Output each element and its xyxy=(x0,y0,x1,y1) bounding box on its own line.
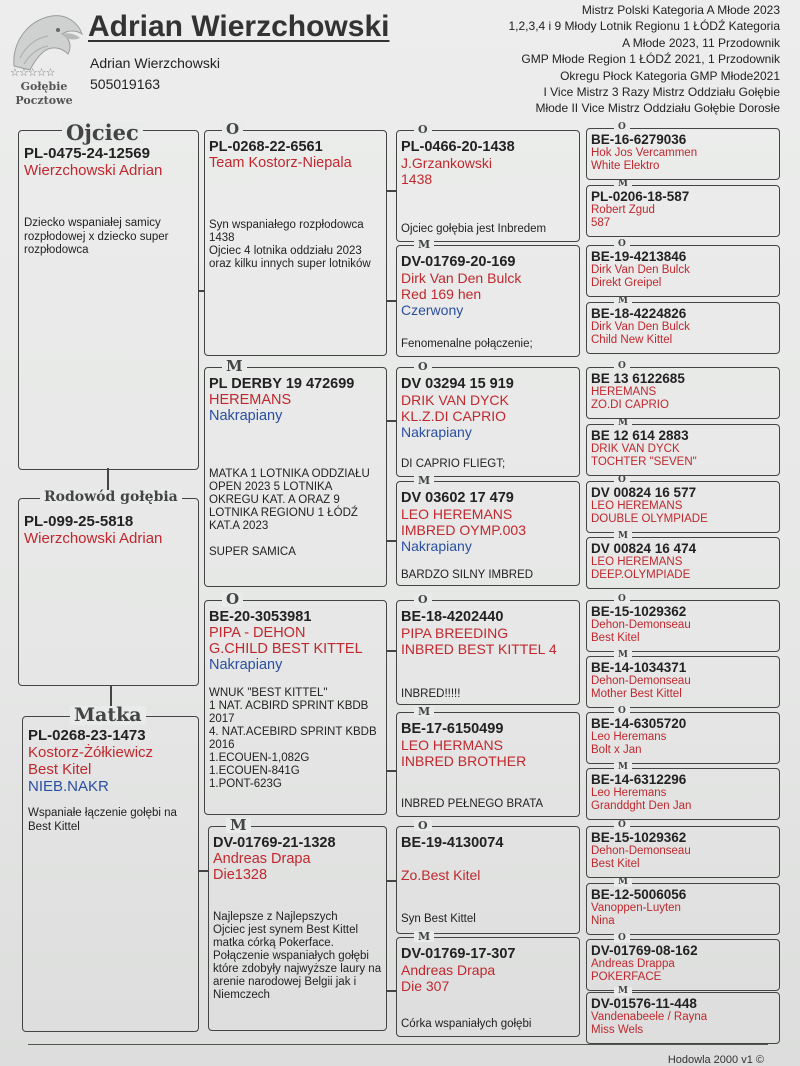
card-content xyxy=(205,376,387,424)
card-content xyxy=(397,139,580,187)
card-content xyxy=(397,946,580,994)
achievement-line: A Młode 2023, 11 Przodownik xyxy=(622,35,780,50)
gen3-name: KL.Z.DI CAPRIO xyxy=(401,408,507,424)
gen4-card[interactable] xyxy=(586,424,780,476)
connector-line xyxy=(387,300,396,302)
gen3-label: M xyxy=(414,239,434,250)
gen2-owner: HEREMANS xyxy=(209,392,292,408)
gen4-card[interactable] xyxy=(586,302,780,354)
gen3-note: INBRED PEŁNEGO BRATA xyxy=(401,798,544,810)
gen3-note: Syn Best Kittel xyxy=(401,913,476,925)
card-content xyxy=(587,428,780,468)
gen4-name: POKERFACE xyxy=(591,970,662,983)
gen2-card[interactable] xyxy=(204,600,387,815)
spacer xyxy=(401,851,577,867)
gen4-ring: DV 00824 16 577 xyxy=(591,485,697,500)
connector-line xyxy=(387,540,396,542)
connector-line xyxy=(387,190,396,192)
logo-text xyxy=(2,80,86,108)
gen4-owner: Dirk Van Den Bulck xyxy=(591,321,690,333)
gen4-label: O xyxy=(614,240,630,249)
gen4-card[interactable] xyxy=(586,185,780,237)
card-content xyxy=(397,835,580,883)
gen2-note: MATKA 1 LOTNIKA ODDZIAŁU OPEN 2023 5 LOTNIKA OKREGU KAT. A ORAZ 9 LOTNIKA REGIONU 1 ŁÓDŹ KAT.A 2023 SUPER SAMICA xyxy=(209,468,370,558)
gen2-label: M xyxy=(222,359,247,374)
gen2-label: O xyxy=(222,592,243,607)
card-content xyxy=(587,371,780,411)
gen2-note: Najlepsze z Najlepszych Ojciec jest synem Best Kittel matka córką Pokerface. Połączenie wspaniałych gołębi które zdobyły najwyższe laury na arenie narodowej Belgii jak i Niemczech xyxy=(213,911,382,1001)
gen2-card[interactable] xyxy=(208,826,387,1031)
gen4-ring: BE-15-1029362 xyxy=(591,604,687,619)
gen2-color: Nakrapiany xyxy=(209,408,283,424)
gen4-card[interactable] xyxy=(586,656,780,708)
gen4-name: Best Kitel xyxy=(591,857,640,870)
gen3-owner: J.Grzankowski xyxy=(401,155,493,171)
gen4-owner: Vandenabeele / Rayna xyxy=(591,1011,708,1023)
card-content xyxy=(587,772,780,812)
gen4-name: Miss Wels xyxy=(591,1023,644,1036)
connector-line xyxy=(107,468,109,490)
gen4-card[interactable] xyxy=(586,245,780,297)
achievement-line: Okregu Płock Kategoria GMP Młode2021 xyxy=(560,68,780,83)
gen4-name: Granddght Den Jan xyxy=(591,799,692,812)
gen4-label: O xyxy=(614,934,630,943)
gen4-label: M xyxy=(614,297,632,306)
father-owner: Wierzchowski Adrian xyxy=(24,162,163,179)
gen3-owner: LEO HEREMANS xyxy=(401,506,513,522)
gen4-ring: BE-15-1029362 xyxy=(591,830,687,845)
father-note: Dziecko wspaniałej samicy rozpłodowej x dziecko super rozpłodowca xyxy=(24,217,169,256)
card-content xyxy=(587,830,780,870)
gen4-ring: DV-01769-08-162 xyxy=(591,943,698,958)
gen2-name: Die1328 xyxy=(213,867,268,883)
gen4-owner: DRIK VAN DYCK xyxy=(591,443,680,455)
gen3-label: M xyxy=(414,931,434,942)
connector-line xyxy=(387,880,396,882)
gen3-note: Ojciec gołębia jest Inbredem xyxy=(401,223,547,235)
gen2-card[interactable] xyxy=(204,367,387,587)
footer-divider xyxy=(28,1044,768,1045)
gen3-label: O xyxy=(414,820,432,831)
gen2-owner: Team Kostorz-Niepala xyxy=(209,155,352,171)
mother-card[interactable] xyxy=(22,716,199,1032)
gen4-label: O xyxy=(614,821,630,830)
gen4-label: O xyxy=(614,476,630,485)
gen4-card[interactable] xyxy=(586,712,780,764)
gen4-label: O xyxy=(614,123,630,132)
gen3-card[interactable] xyxy=(396,712,580,817)
gen3-note: BARDZO SILNY IMBRED xyxy=(401,569,534,581)
gen4-owner: Leo Heremans xyxy=(591,787,667,799)
gen4-label: O xyxy=(614,362,630,371)
gen3-owner: Dirk Van Den Bulck xyxy=(401,270,522,286)
gen3-label: M xyxy=(414,706,434,717)
connector-line xyxy=(387,420,396,422)
gen4-owner: LEO HEREMANS xyxy=(591,500,683,512)
gen4-label: M xyxy=(614,651,632,660)
gen4-name: Mother Best Kittel xyxy=(591,687,682,700)
gen3-card[interactable] xyxy=(396,600,580,705)
card-content xyxy=(205,609,387,673)
gen3-owner: LEO HERMANS xyxy=(401,737,503,753)
gen3-card[interactable] xyxy=(396,367,580,477)
mother-ring: PL-0268-23-1473 xyxy=(28,727,146,744)
mother-label: Matka xyxy=(70,706,146,725)
gen4-card[interactable] xyxy=(586,481,780,533)
father-card[interactable] xyxy=(18,130,199,470)
gen4-name: Nina xyxy=(591,914,615,927)
card-content xyxy=(397,376,580,440)
gen4-name: 587 xyxy=(591,216,611,229)
gen3-name: Red 169 hen xyxy=(401,286,482,302)
gen3-note: INBRED!!!!! xyxy=(401,688,461,700)
gen4-owner: Dehon-Demonseau xyxy=(591,619,691,631)
gen2-owner: Andreas Drapa xyxy=(213,851,311,867)
gen4-ring: BE 13 6122685 xyxy=(591,371,685,386)
gen4-ring: BE-16-6279036 xyxy=(591,132,687,147)
card-content xyxy=(587,996,780,1036)
gen2-ring: PL DERBY 19 472699 xyxy=(209,376,355,392)
gen4-ring: BE-18-4224826 xyxy=(591,306,687,321)
gen4-ring: PL-0206-18-587 xyxy=(591,189,690,204)
gen4-card[interactable] xyxy=(586,600,780,652)
mother-name: Best Kitel xyxy=(28,761,92,778)
card-content xyxy=(587,541,780,581)
gen4-label: M xyxy=(614,878,632,887)
gen2-ring: BE-20-3053981 xyxy=(209,609,312,625)
gen3-card[interactable] xyxy=(396,130,580,242)
gen4-card[interactable] xyxy=(586,768,780,820)
gen4-card[interactable] xyxy=(586,826,780,878)
gen3-note: DI CAPRIO FLIEGT; xyxy=(401,458,506,470)
gen4-label: M xyxy=(614,180,632,189)
achievement-line: Mistrz Polski Kategoria A Młode 2023 xyxy=(581,3,780,17)
gen4-name: Best Kitel xyxy=(591,631,640,644)
gen4-name: ZO.DI CAPRIO xyxy=(591,398,669,411)
gen3-card[interactable] xyxy=(396,245,580,357)
subject-owner: Wierzchowski Adrian xyxy=(24,530,163,547)
gen4-ring: BE-14-1034371 xyxy=(591,660,687,675)
logo-text-line-1: Gołębie xyxy=(20,80,68,93)
card-content xyxy=(205,139,387,171)
gen4-owner: HEREMANS xyxy=(591,386,657,398)
gen4-owner: Leo Heremans xyxy=(591,731,667,743)
gen4-ring: BE 12 614 2883 xyxy=(591,428,689,443)
card-content xyxy=(587,189,780,229)
card-content xyxy=(587,660,780,700)
gen4-owner: LEO HEREMANS xyxy=(591,556,683,568)
gen4-ring: BE-19-4213846 xyxy=(591,249,687,264)
gen3-label: O xyxy=(414,124,432,135)
card-content xyxy=(587,306,780,346)
gen3-note: Fenomenalne połączenie; xyxy=(401,338,533,350)
gen2-ring: PL-0268-22-6561 xyxy=(209,139,323,155)
gen2-label: O xyxy=(222,122,243,137)
card-content xyxy=(587,485,780,525)
gen3-ring: DV 03602 17 479 xyxy=(401,490,514,506)
gen2-note: WNUK "BEST KITTEL" 1 NAT. ACBIRD SPRINT KBDB 2017 4. NAT.ACEBIRD SPRINT KBDB 2016 1.ECOUEN-1,082G 1.ECOUEN-841G 1.PONT-623G xyxy=(209,687,377,790)
card-content xyxy=(397,609,580,657)
gen4-name: Child New Kittel xyxy=(591,333,673,346)
gen3-color: Nakrapiany xyxy=(401,424,472,440)
gen4-ring: BE-14-6312296 xyxy=(591,772,687,787)
connector-line xyxy=(387,990,396,992)
gen4-card[interactable] xyxy=(586,367,780,419)
gen4-card[interactable] xyxy=(586,128,780,180)
gen4-ring: DV 00824 16 474 xyxy=(591,541,697,556)
card-content xyxy=(587,132,780,172)
subject-label: Rodowód gołębia xyxy=(40,490,182,504)
gen3-owner: Andreas Drapa xyxy=(401,962,496,978)
gen3-name: INBRED BROTHER xyxy=(401,753,527,769)
gen4-label: O xyxy=(614,707,630,716)
gen2-ring: DV-01769-21-1328 xyxy=(213,835,336,851)
gen3-owner: PIPA BREEDING xyxy=(401,625,509,641)
gen3-owner: DRIK VAN DYCK xyxy=(401,392,509,408)
gen2-color: Nakrapiany xyxy=(209,657,283,673)
gen3-name: 1438 xyxy=(401,171,433,187)
gen2-card[interactable] xyxy=(204,130,387,356)
mother-note: Wspaniałe łączenie gołębi na Best Kittel xyxy=(28,807,177,833)
gen4-owner: Dehon-Demonseau xyxy=(591,845,691,857)
card-content xyxy=(587,604,780,644)
gen4-label: O xyxy=(614,595,630,604)
achievement-line: I Vice Mistrz 3 Razy Mistrz Oddziału Gołębie xyxy=(543,85,780,100)
card-content xyxy=(587,887,780,927)
card-content xyxy=(397,254,580,318)
gen3-ring: DV-01769-17-307 xyxy=(401,946,516,962)
gen3-ring: BE-17-6150499 xyxy=(401,721,504,737)
breeder-name: Adrian Wierzchowski xyxy=(90,55,220,71)
gen4-label: M xyxy=(614,532,632,541)
card-content xyxy=(587,716,780,756)
gen3-label: O xyxy=(414,361,432,372)
connector-line xyxy=(387,770,396,772)
mother-owner: Kostorz-Żółkiewicz xyxy=(28,744,154,761)
card-content xyxy=(587,943,780,983)
gen4-owner: Robert Zgud xyxy=(591,204,655,216)
subject-card[interactable] xyxy=(18,498,199,686)
gen4-label: M xyxy=(614,419,632,428)
card-content xyxy=(397,721,580,769)
subject-ring: PL-099-25-5818 xyxy=(24,513,134,530)
footer-text: Hodowla 2000 v1 © xyxy=(667,1054,764,1066)
card-content xyxy=(587,249,780,289)
gen4-owner: Dirk Van Den Bulck xyxy=(591,264,690,276)
gen3-name: Die 307 xyxy=(401,978,450,994)
gen3-name: INBRED BEST KITTEL 4 xyxy=(401,641,557,657)
achievement-line: GMP Młode Region 1 ŁÓDŹ 2021, 1 Przodownik xyxy=(521,52,780,67)
gen4-ring: BE-14-6305720 xyxy=(591,716,687,731)
gen4-card[interactable] xyxy=(586,939,780,991)
gen4-name: Direkt Greipel xyxy=(591,276,662,289)
gen4-name: TOCHTER "SEVEN" xyxy=(591,455,697,468)
gen4-owner: Andreas Drappa xyxy=(591,958,675,970)
gen3-ring: DV 03294 15 919 xyxy=(401,376,514,392)
gen4-name: Bolt x Jan xyxy=(591,743,642,756)
gen4-name: DOUBLE OLYMPIADE xyxy=(591,512,708,525)
gen4-owner: Hok Jos Vercammen xyxy=(591,147,698,159)
achievement-line: 1,2,3,4 i 9 Młody Lotnik Regionu 1 ŁÓDŹ Kategoria xyxy=(508,19,780,34)
father-ring: PL-0475-24-12569 xyxy=(24,145,150,162)
gen3-card[interactable] xyxy=(396,826,580,934)
gen3-note: Córka wspaniałych gołębi xyxy=(401,1018,532,1030)
gen2-label: M xyxy=(226,818,251,833)
gen3-ring: BE-18-4202440 xyxy=(401,609,504,625)
gen3-card[interactable] xyxy=(396,481,580,586)
gen4-ring: BE-12-5006056 xyxy=(591,887,687,902)
connector-line xyxy=(199,290,204,292)
gen2-owner: PIPA - DEHON xyxy=(209,625,306,641)
father-label: Ojciec xyxy=(62,122,143,143)
gen4-owner: Dehon-Demonseau xyxy=(591,675,691,687)
breeder-title: Adrian Wierzchowski xyxy=(88,10,390,43)
gen3-name: IMBRED OYMP.003 xyxy=(401,522,527,538)
breeder-phone: 505019163 xyxy=(90,76,161,92)
gen4-label: M xyxy=(614,763,632,772)
gen4-name: DEEP.OLYMPIADE xyxy=(591,568,691,581)
gen3-color: Czerwony xyxy=(401,302,464,318)
card-content xyxy=(209,835,387,883)
gen3-label: M xyxy=(414,475,434,486)
achievement-line: Młode II Vice Mistrz Oddziału Gołębie Dorosłe xyxy=(535,101,780,116)
gen4-name: White Elektro xyxy=(591,159,660,172)
gen2-note: Syn wspaniałego rozpłodowca 1438 Ojciec 4 lotnika oddziału 2023 oraz kilku innych super lotników xyxy=(209,219,371,270)
mother-color: NIEB.NAKR xyxy=(28,778,109,795)
gen3-card[interactable] xyxy=(396,937,580,1037)
gen3-label: O xyxy=(414,594,432,605)
logo-text-line-2: Pocztowe xyxy=(15,94,73,107)
gen3-ring: BE-19-4130074 xyxy=(401,835,504,851)
gen3-color: Nakrapiany xyxy=(401,538,472,554)
gen4-ring: DV-01576-11-448 xyxy=(591,996,697,1011)
gen4-label: M xyxy=(614,987,632,996)
gen3-ring: PL-0466-20-1438 xyxy=(401,139,515,155)
gen4-card[interactable] xyxy=(586,537,780,589)
connector-line xyxy=(199,870,208,872)
gen4-card[interactable] xyxy=(586,992,780,1044)
connector-line xyxy=(387,650,396,652)
gen4-owner: Vanoppen-Luyten xyxy=(591,902,681,914)
gen3-ring: DV-01769-20-169 xyxy=(401,254,516,270)
gen2-name: G.CHILD BEST KITTEL xyxy=(209,641,363,657)
logo-stars: ☆☆☆☆☆ xyxy=(10,67,55,79)
gen4-card[interactable] xyxy=(586,883,780,935)
gen3-name: Zo.Best Kitel xyxy=(401,867,481,883)
achievements-list xyxy=(420,2,780,117)
card-content xyxy=(397,490,580,554)
